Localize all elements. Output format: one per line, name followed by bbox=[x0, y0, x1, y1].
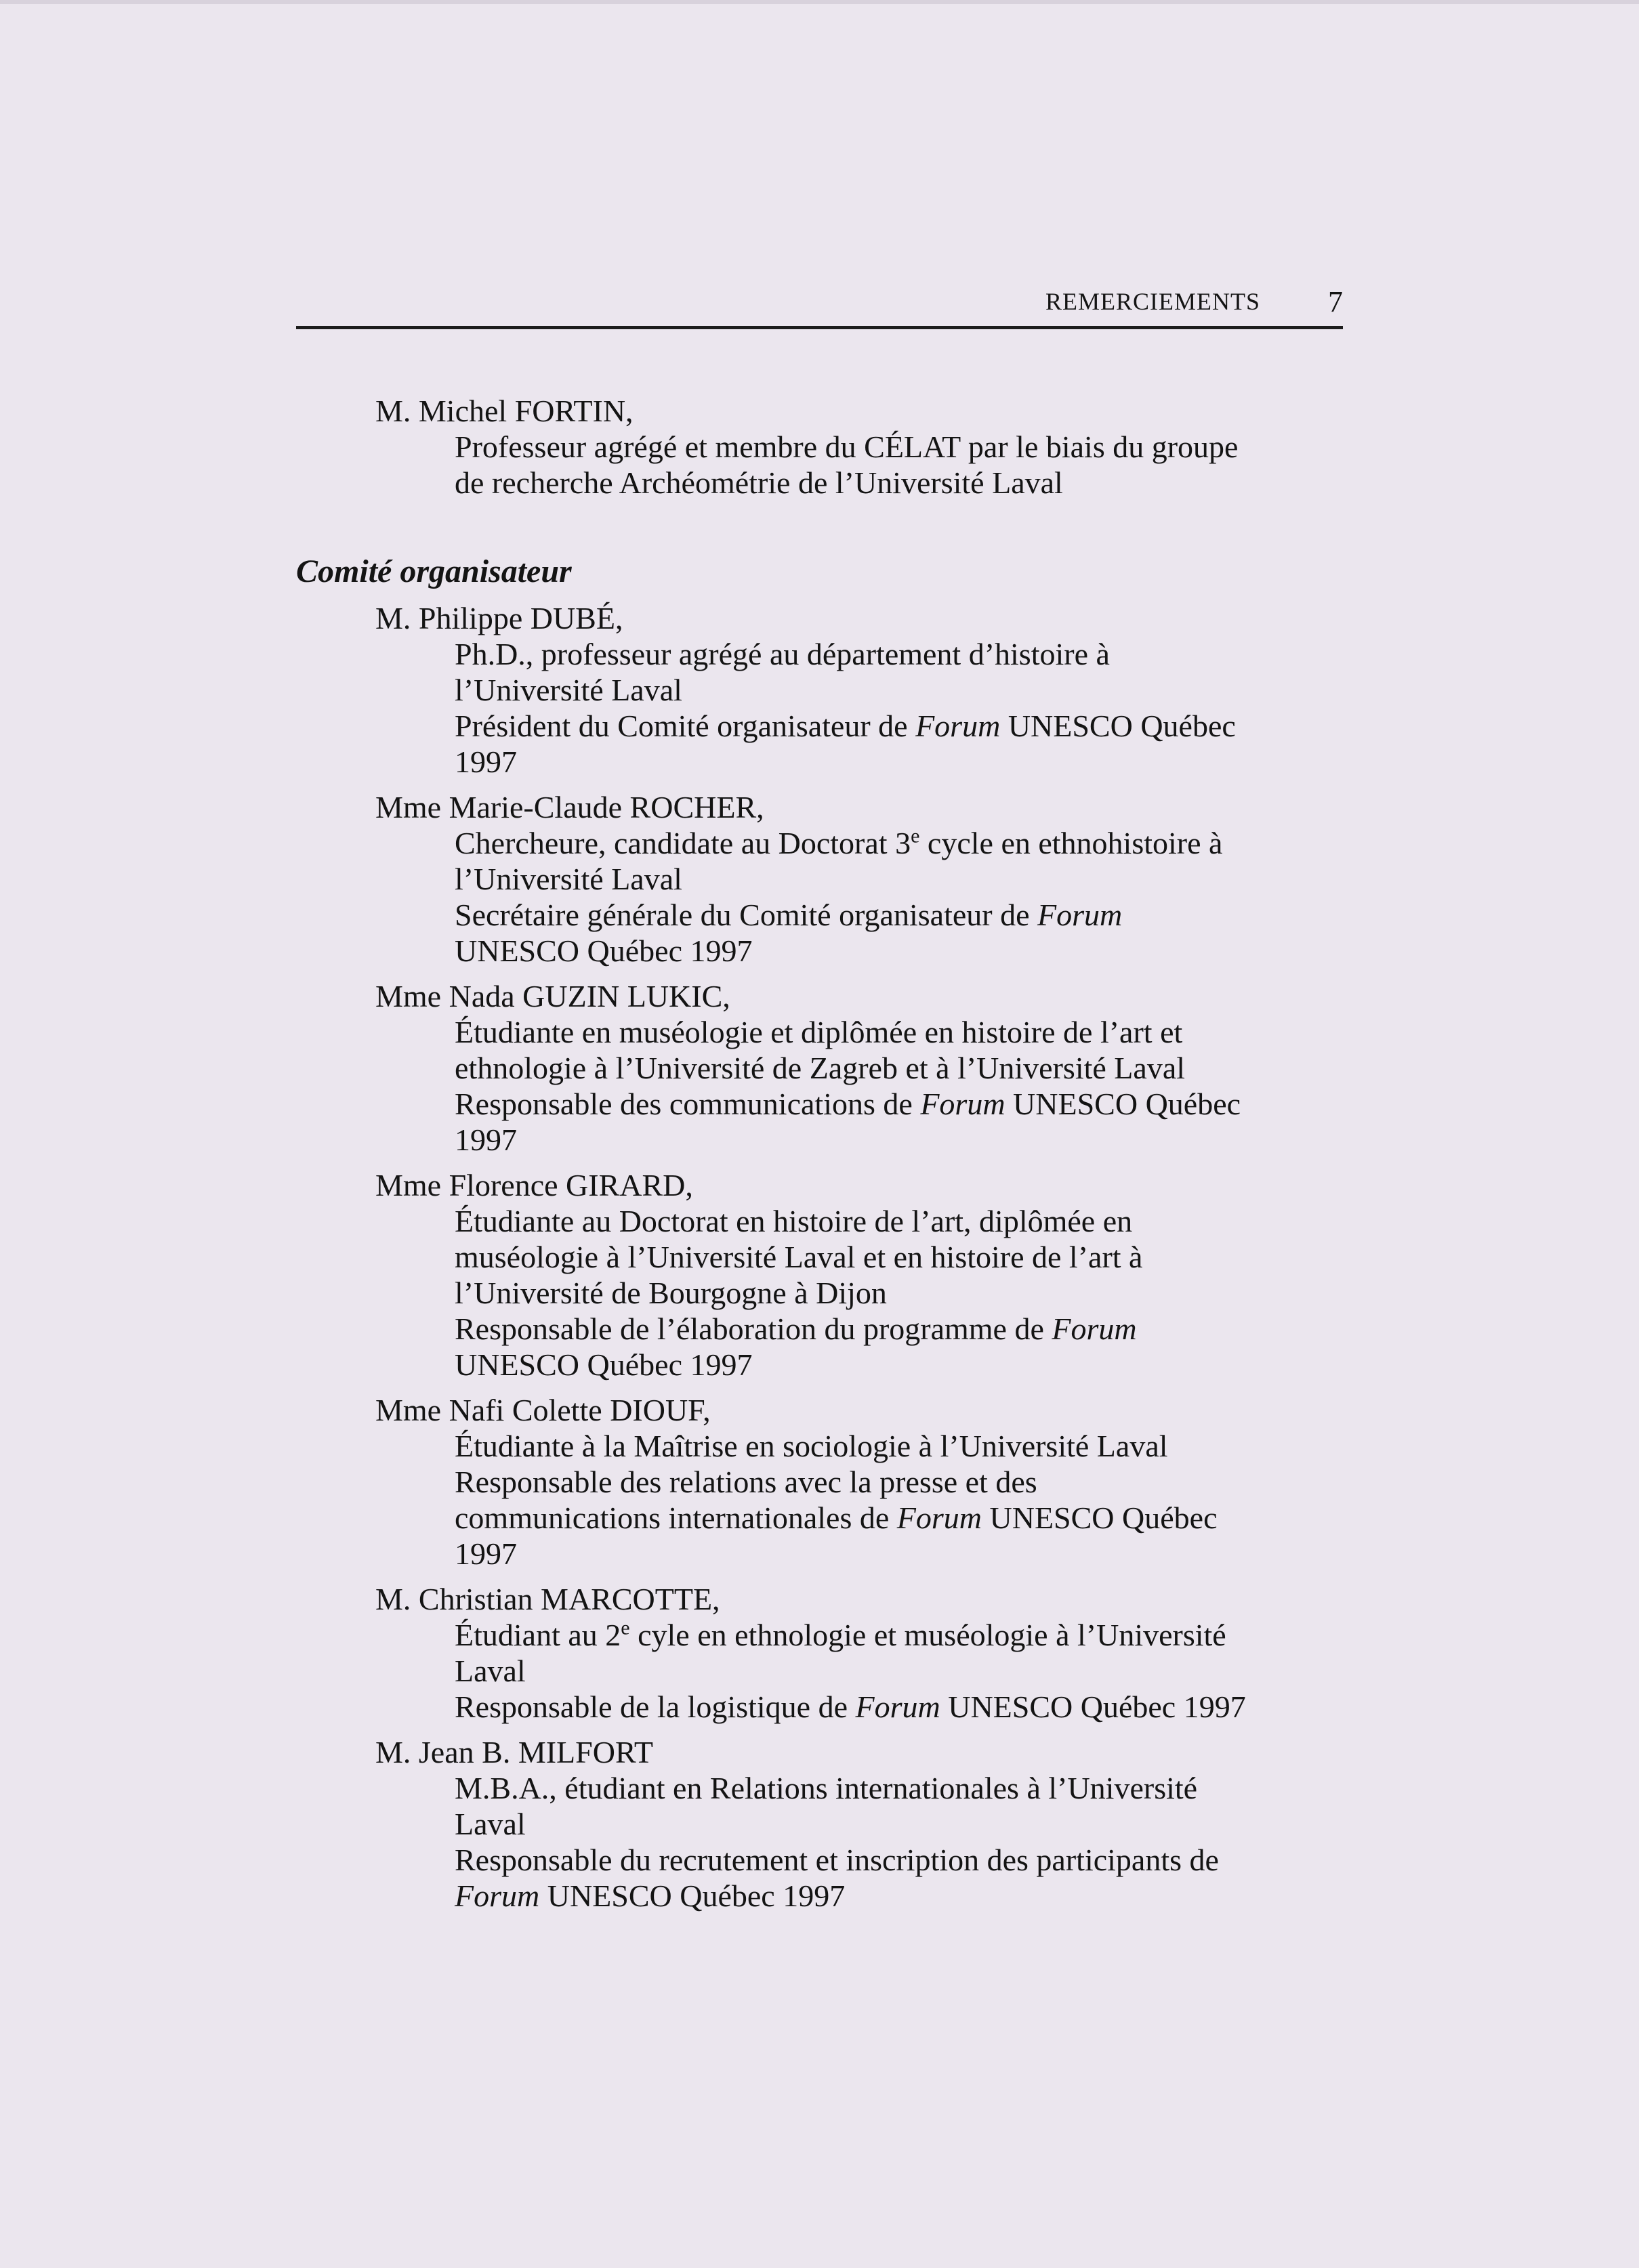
line-text: UNESCO Québec 1997 bbox=[940, 1689, 1246, 1724]
line-text: Secrétaire générale du Comité organisateur de bbox=[455, 898, 1038, 932]
description-line: Étudiante à la Maîtrise en sociologie à l’Université Laval bbox=[455, 1429, 1168, 1463]
committee-member-entry bbox=[296, 1392, 1353, 1572]
description-line: Étudiante au Doctorat en histoire de l’art, diplômée en bbox=[455, 1204, 1133, 1238]
description-line: Laval bbox=[455, 1654, 526, 1688]
description-line: UNESCO Québec 1997 bbox=[455, 933, 753, 968]
line-text: cyle en ethnologie et muséologie à l’Université bbox=[629, 1618, 1226, 1652]
person-name: Mme Florence GIRARD, bbox=[375, 1168, 693, 1202]
line-text: Président du Comité organisateur de bbox=[455, 709, 916, 743]
running-head: REMERCIEMENTS bbox=[1045, 288, 1260, 315]
forum-italic: Forum bbox=[915, 709, 1001, 743]
description-line: de recherche Archéométrie de l’Université Laval bbox=[455, 465, 1063, 500]
line-text: UNESCO Québec 1997 bbox=[539, 1878, 846, 1913]
scan-edge bbox=[0, 0, 1639, 4]
page-header bbox=[296, 285, 1343, 329]
line-text: Responsable de la logistique de bbox=[455, 1689, 856, 1724]
superscript: e bbox=[911, 824, 920, 847]
description-line bbox=[455, 1878, 1353, 1914]
description-line: Laval bbox=[455, 1807, 526, 1841]
description-line: ethnologie à l’Université de Zagreb et à l’Université Laval bbox=[455, 1051, 1186, 1085]
description-line: Ph.D., professeur agrégé au département d’histoire à bbox=[455, 637, 1110, 671]
line-text: UNESCO Québec bbox=[1000, 709, 1236, 743]
person-name: Mme Marie-Claude ROCHER, bbox=[375, 790, 764, 824]
description-line: muséologie à l’Université Laval et en histoire de l’art à bbox=[455, 1240, 1143, 1274]
description-line: l’Université Laval bbox=[455, 862, 682, 896]
description-line bbox=[455, 1500, 1353, 1536]
description-line: Responsable des relations avec la presse et des bbox=[455, 1465, 1037, 1499]
person-description bbox=[455, 1203, 1353, 1383]
description-line bbox=[455, 1689, 1353, 1725]
person-description bbox=[455, 1014, 1353, 1158]
description-line: 1997 bbox=[455, 1122, 517, 1157]
line-text: communications internationales de bbox=[455, 1500, 897, 1535]
person-name: M. Jean B. MILFORT bbox=[375, 1735, 653, 1769]
description-line: UNESCO Québec 1997 bbox=[455, 1347, 753, 1382]
committee-member-entry bbox=[296, 600, 1353, 780]
description-line: M.B.A., étudiant en Relations internationales à l’Université bbox=[455, 1771, 1198, 1805]
person-name: M. Christian MARCOTTE, bbox=[375, 1582, 720, 1616]
person-description bbox=[455, 429, 1353, 501]
person-name: M. Philippe DUBÉ, bbox=[375, 601, 623, 635]
description-line bbox=[455, 825, 1353, 861]
person-name: M. Michel FORTIN, bbox=[375, 394, 634, 428]
header-rule bbox=[296, 326, 1343, 329]
description-line bbox=[455, 897, 1353, 933]
line-text: UNESCO Québec bbox=[1005, 1087, 1241, 1121]
line-text: Responsable des communications de bbox=[455, 1087, 921, 1121]
forum-italic: Forum bbox=[896, 1500, 982, 1535]
line-text: Chercheure, candidate au Doctorat 3 bbox=[455, 826, 911, 860]
description-line bbox=[455, 708, 1353, 744]
line-text: cycle en ethnohistoire à bbox=[919, 826, 1223, 860]
forum-italic: Forum bbox=[920, 1087, 1005, 1121]
forum-italic: Forum bbox=[1037, 898, 1123, 932]
person-name: Mme Nafi Colette DIOUF, bbox=[375, 1393, 711, 1427]
person-description bbox=[455, 636, 1353, 780]
section-heading: Comité organisateur bbox=[296, 553, 572, 589]
description-line: l’Université de Bourgogne à Dijon bbox=[455, 1276, 887, 1310]
description-line: Responsable du recrutement et inscription des participants de bbox=[455, 1843, 1219, 1877]
forum-italic: Forum bbox=[1052, 1311, 1137, 1346]
committee-member-entry bbox=[296, 1734, 1353, 1914]
line-text: Étudiant au 2 bbox=[455, 1618, 621, 1652]
person-description bbox=[455, 1428, 1353, 1572]
person-name: Mme Nada GUZIN LUKIC, bbox=[375, 979, 730, 1013]
forum-italic: Forum bbox=[855, 1689, 940, 1724]
committee-list bbox=[296, 600, 1353, 1914]
description-line bbox=[455, 1617, 1353, 1653]
description-line: 1997 bbox=[455, 1536, 517, 1571]
description-line: Professeur agrégé et membre du CÉLAT par le biais du groupe bbox=[455, 429, 1239, 464]
committee-member-entry bbox=[296, 789, 1353, 969]
description-line bbox=[455, 1311, 1353, 1347]
committee-member-entry bbox=[296, 1167, 1353, 1383]
forum-italic: Forum bbox=[455, 1878, 540, 1913]
description-line: Étudiante en muséologie et diplômée en histoire de l’art et bbox=[455, 1015, 1183, 1049]
acknowledgement-entry bbox=[296, 393, 1353, 501]
line-text: UNESCO Québec bbox=[982, 1500, 1218, 1535]
line-text: Responsable de l’élaboration du programme de bbox=[455, 1311, 1052, 1346]
committee-member-entry bbox=[296, 1581, 1353, 1725]
acknowledgements-body bbox=[296, 393, 1353, 1923]
committee-member-entry bbox=[296, 978, 1353, 1158]
description-line: l’Université Laval bbox=[455, 673, 682, 707]
description-line bbox=[455, 1086, 1353, 1122]
person-description bbox=[455, 825, 1353, 969]
page-number: 7 bbox=[1328, 285, 1343, 318]
person-description bbox=[455, 1770, 1353, 1914]
person-description bbox=[455, 1617, 1353, 1725]
superscript: e bbox=[621, 1616, 630, 1639]
description-line: 1997 bbox=[455, 744, 517, 779]
